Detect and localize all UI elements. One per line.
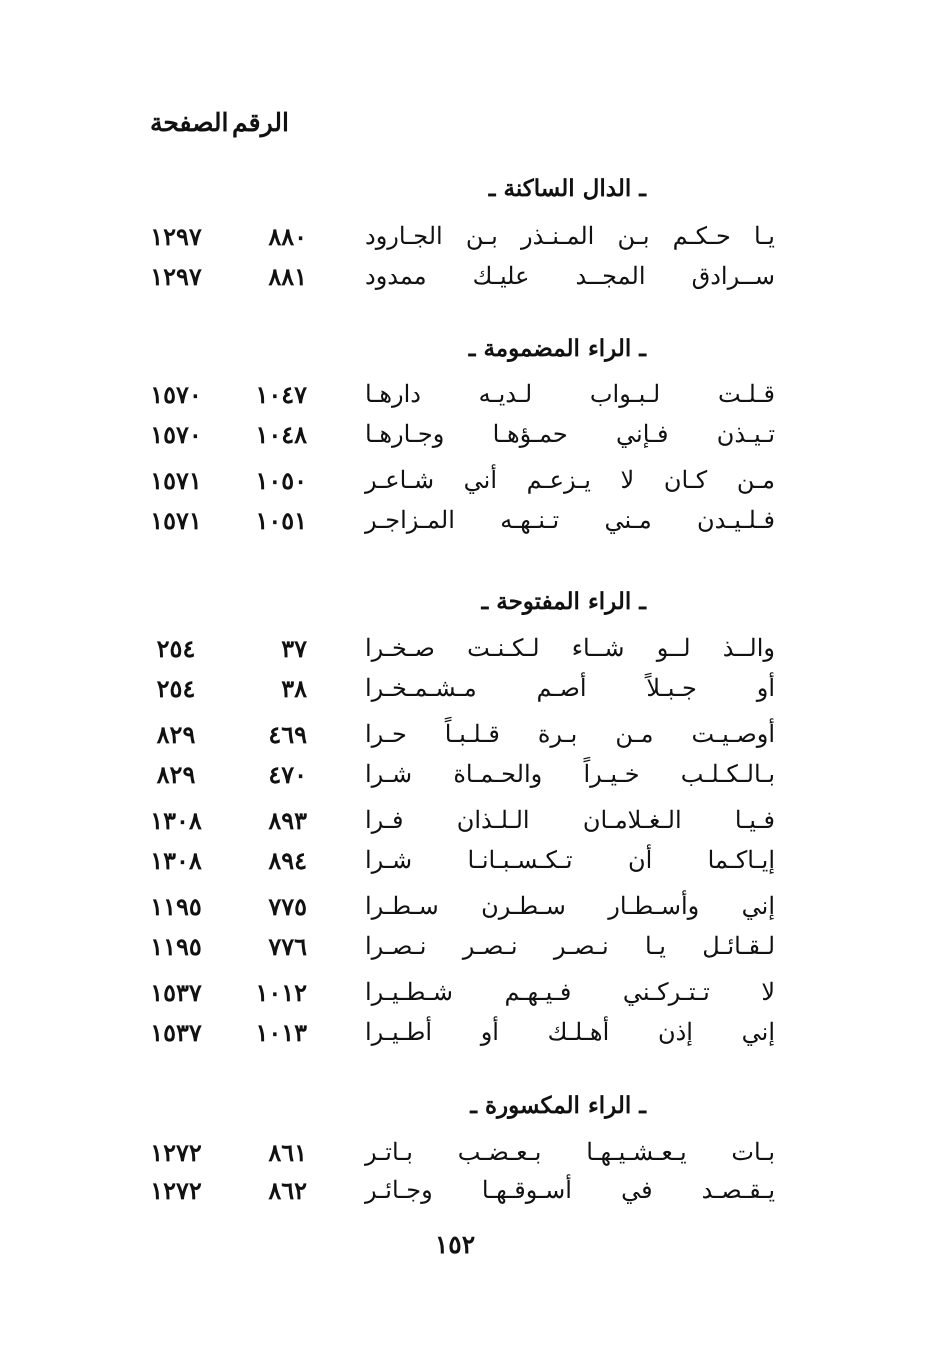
page-reference: ١١٩٥ — [150, 932, 202, 961]
verse-text: إيـاكـما أن تـكـسـبـانـا شـرا — [365, 846, 775, 874]
page-reference: ٨٢٩ — [156, 720, 196, 749]
verse-text: أو جـبـلاً أصـم مـشـمـخـرا — [365, 674, 775, 702]
verse-row — [0, 932, 936, 972]
verse-text: ســرادق المجــد عليـك ممدود — [365, 262, 775, 290]
verse-text: لـقـائـل يـا نـصـر نـصـر نـصـرا — [365, 932, 775, 960]
verse-number: ٣٧ — [281, 634, 307, 663]
verse-row — [0, 1176, 936, 1216]
verse-row — [0, 634, 936, 674]
section-title: ـ الراء المفتوحة ـ — [481, 588, 646, 615]
verse-row — [0, 1018, 936, 1058]
page-number: ١٥٢ — [434, 1230, 476, 1259]
verse-text: يـقـصـد في أسـوقـهـا وجـائـر — [365, 1176, 775, 1204]
verse-row — [0, 222, 936, 262]
verse-text: فـلـيـدن مـني تـنـهـه المـزاجـر — [365, 506, 775, 534]
page-reference: ٨٢٩ — [156, 760, 196, 789]
page-reference: ١٥٧٠ — [150, 420, 202, 449]
verse-row — [0, 1138, 936, 1178]
verse-row — [0, 846, 936, 886]
section-title: ـ الراء المكسورة ـ — [470, 1092, 646, 1119]
verse-row — [0, 380, 936, 420]
page-reference: ١٥٧١ — [150, 466, 202, 495]
page-reference: ١٥٣٧ — [150, 978, 202, 1007]
verse-row — [0, 720, 936, 760]
page-reference: ١٣٠٨ — [150, 846, 202, 875]
verse-row — [0, 674, 936, 714]
verse-number: ٤٧٠ — [268, 760, 307, 789]
verse-text: إني إذن أهـلـك أو أطـيـرا — [365, 1018, 775, 1046]
page-reference: ١٥٧١ — [150, 506, 202, 535]
verse-number: ٨٨٠ — [268, 222, 307, 251]
number-column-header: الرقم — [232, 108, 289, 137]
verse-text: يـا حـكـم بـن المـنـذر بـن الجـارود — [365, 222, 775, 250]
verse-number: ١٠٥١ — [255, 506, 307, 535]
verse-number: ٣٨ — [281, 674, 307, 703]
verse-number: ١٠١٣ — [255, 1018, 307, 1047]
verse-text: أوصـيـت مـن بـرة قـلـبـاً حـرا — [365, 720, 775, 748]
verse-text: فـيـا الـغـلامـان الـلـذان فـرا — [365, 806, 775, 834]
verse-number: ١٠١٢ — [255, 978, 307, 1007]
verse-text: إني وأسـطـار سـطـرن سـطـرا — [365, 892, 775, 920]
verse-text: بـات يـعـشـيـهـا بـعـضـب بـاتـر — [365, 1138, 775, 1166]
verse-row — [0, 466, 936, 506]
verse-number: ٧٧٦ — [268, 932, 307, 961]
verse-row — [0, 978, 936, 1018]
verse-text: قـلـت لـبـواب لـديـه دارهـا — [365, 380, 775, 408]
verse-number: ٨٩٣ — [268, 806, 307, 835]
verse-number: ١٠٥٠ — [255, 466, 307, 495]
verse-number: ٨٨١ — [268, 262, 307, 291]
verse-number: ١٠٤٧ — [255, 380, 307, 409]
page-reference: ١٢٩٧ — [150, 222, 202, 251]
verse-text: لا تـتـركـني فـيـهـم شـطـيـرا — [365, 978, 775, 1006]
page-reference: ١٥٧٠ — [150, 380, 202, 409]
verse-number: ١٠٤٨ — [255, 420, 307, 449]
page-column-header: الصفحة — [150, 108, 229, 137]
verse-number: ٨٩٤ — [268, 846, 307, 875]
verse-row — [0, 892, 936, 932]
page-reference: ١٣٠٨ — [150, 806, 202, 835]
verse-row — [0, 760, 936, 800]
verse-text: تـيـذن فـإني حمـؤهـا وجـارهـا — [365, 420, 775, 448]
verse-number: ٧٧٥ — [268, 892, 307, 921]
verse-text: مـن كـان لا يـزعـم أني شـاعـر — [365, 466, 775, 494]
page-reference: ١١٩٥ — [150, 892, 202, 921]
verse-text: والــذ لــو شــاء لـكـنـت صـخـرا — [365, 634, 775, 662]
page-reference: ١٢٩٧ — [150, 262, 202, 291]
section-title: ـ الراء المضمومة ـ — [468, 335, 646, 362]
verse-number: ٤٦٩ — [268, 720, 307, 749]
verse-number: ٨٦١ — [268, 1138, 307, 1167]
page-reference: ١٢٧٢ — [150, 1138, 202, 1167]
section-title: ـ الدال الساكنة ـ — [488, 175, 646, 202]
verse-number: ٨٦٢ — [268, 1176, 307, 1205]
verse-row — [0, 806, 936, 846]
verse-row — [0, 420, 936, 460]
page-reference: ٢٥٤ — [156, 634, 196, 663]
verse-row — [0, 506, 936, 546]
verse-row — [0, 262, 936, 302]
page-reference: ٢٥٤ — [156, 674, 196, 703]
verse-text: بـالـكـلـب خـيـراً والحـمـاة شـرا — [365, 760, 775, 788]
page-reference: ١٥٣٧ — [150, 1018, 202, 1047]
page-reference: ١٢٧٢ — [150, 1176, 202, 1205]
